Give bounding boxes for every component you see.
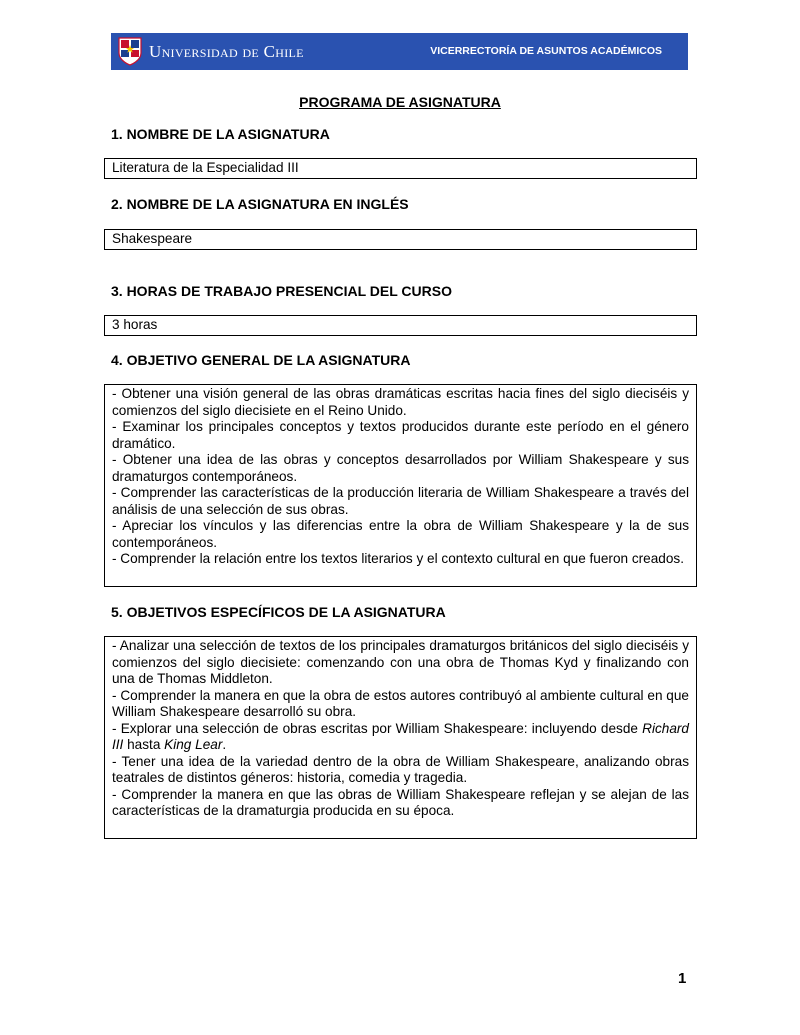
hours-value: 3 horas [112,317,158,332]
objective-text: hasta [123,737,165,752]
general-objective-item: - Comprender las características de la producción literaria de William Shakespeare a través del análisis de una selección de sus obras. [112,485,689,517]
section-2-heading: 2. NOMBRE DE LA ASIGNATURA EN INGLÉS [111,196,409,212]
vicerrectoria-label: VICERRECTORÍA DE ASUNTOS ACADÉMICOS [430,45,662,57]
university-name: Universidad de Chile [149,42,304,61]
section-4-box [104,384,697,587]
header-banner [111,33,688,70]
document-title: PROGRAMA DE ASIGNATURA [299,94,501,110]
page-number: 1 [678,970,687,987]
section-3-box [104,315,697,336]
specific-objective-item [112,721,689,754]
general-objective-item: - Comprender la relación entre los textos literarios y el contexto cultural en que fueron creados. [112,551,684,566]
course-name-value: Literatura de la Especialidad III [112,160,299,175]
section-5-heading: 5. OBJETIVOS ESPECÍFICOS DE LA ASIGNATURA [111,604,446,620]
specific-objective-item: - Analizar una selección de textos de los principales dramaturgos británicos del siglo dieciséis y comienzos del siglo diecisiete: comenzando con una obra de Thomas Kyd y finalizando con una de Thomas Middleton. [112,638,689,686]
general-objective-item: - Apreciar los vínculos y las diferencias entre la obra de William Shakespeare y la de sus contemporáneos. [112,518,689,550]
university-crest-logo [117,36,143,67]
work-title-king-lear: King Lear [164,737,223,752]
specific-objective-item: - Tener una idea de la variedad dentro de la obra de William Shakespeare, analizando obras teatrales de distintos géneros: historia, comedia y tragedia. [112,753,689,785]
section-1-box [104,158,697,179]
general-objective-item: - Obtener una idea de las obras y conceptos desarrollados por William Shakespeare y sus dramaturgos contemporáneos. [112,452,689,484]
section-2-box [104,229,697,250]
work-title-richard-iii: Richard III [112,720,689,752]
section-4-heading: 4. OBJETIVO GENERAL DE LA ASIGNATURA [111,352,411,368]
general-objective-item: - Obtener una visión general de las obras dramáticas escritas hacia fines del siglo dieciséis y comienzos del siglo diecisiete en el Reino Unido. [112,386,689,418]
section-1-heading: 1. NOMBRE DE LA ASIGNATURA [111,126,330,142]
specific-objective-item: - Comprender la manera en que las obras de William Shakespeare reflejan y se alejan de las características de la dramaturgia producida en su época. [112,786,689,818]
objective-text: - Explorar una selección de obras escritas por William Shakespeare: incluyendo desde [112,720,643,736]
general-objective-item: - Examinar los principales conceptos y textos producidos durante este período en el género dramático. [112,419,689,451]
section-5-box [104,636,697,839]
objective-text: . [222,737,227,752]
specific-objective-item: - Comprender la manera en que la obra de estos autores contribuyó al ambiente cultural en que William Shakespeare desarrolló su obra. [112,687,689,719]
section-3-heading: 3. HORAS DE TRABAJO PRESENCIAL DEL CURSO [111,283,452,299]
course-name-english-value: Shakespeare [112,231,193,246]
